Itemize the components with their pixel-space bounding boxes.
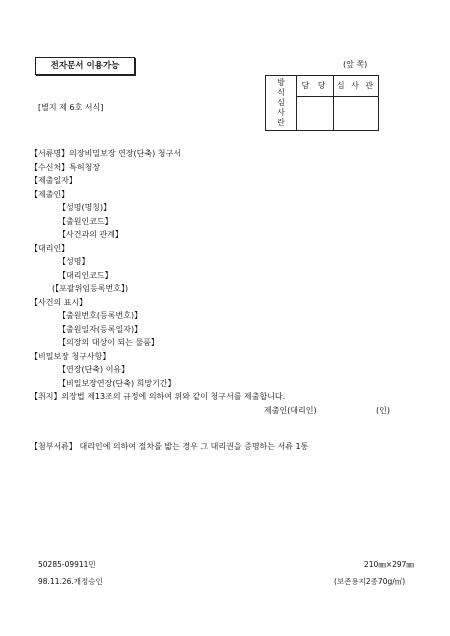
- field-desired-period: 【비밀보장연장(단축) 희망기간】: [58, 379, 176, 388]
- electronic-document-badge: 전자문서 이용가능: [35, 57, 135, 75]
- signature-label: 제출인(대리인): [264, 406, 317, 415]
- field-application-number: 【출원번호(등록번호)】: [58, 311, 143, 320]
- approval-staff-stamp-cell: [297, 97, 334, 131]
- field-relation-to-case: 【사건과의 관계】: [58, 230, 123, 239]
- front-side-label: (앞 쪽): [343, 60, 368, 69]
- field-recipient: 【수신처】특허청장: [30, 163, 101, 172]
- footer-paper-type: (보존용지2종70g/㎡): [334, 577, 406, 586]
- attachment-line: 【첨부서류】 대리인에 의하여 절차를 밟는 경우 그 대리권을 증명하는 서류 1통: [30, 442, 309, 451]
- field-submitter-name: 【성명(명칭)】: [58, 203, 112, 212]
- approval-side-label: 방식심사란: [266, 76, 297, 131]
- field-agent: 【대리인】: [30, 244, 70, 253]
- field-design-article: 【의장의 대상이 되는 물품】: [58, 338, 159, 347]
- approval-col-staff: 담 당: [297, 76, 334, 97]
- field-submitter: 【제출인】: [30, 190, 70, 199]
- approval-col-examiner: 심 사 관: [334, 76, 379, 97]
- field-applicant-code: 【출원인코드】: [58, 217, 113, 226]
- footer-approval-date: 98.11.26.개정승인: [38, 577, 103, 586]
- field-secrecy-request: 【비밀보장 청구사항】: [30, 352, 111, 361]
- approval-examiner-stamp-cell: [334, 97, 379, 131]
- field-extension-reason: 【연장(단축) 이유】: [58, 365, 130, 374]
- approval-box: [265, 75, 379, 131]
- field-purpose: 【취지】의장법 제13조의 규정에 의하여 위와 같이 청구서를 제출합니다.: [30, 392, 286, 401]
- field-agent-code: 【대리인코드】: [58, 271, 113, 280]
- field-agent-name: 【성명】: [58, 257, 90, 266]
- footer-paper-size: 210㎜×297㎜: [364, 560, 414, 569]
- form-number: [별지 제 6호 서식]: [38, 103, 104, 112]
- signature-seal: (인): [376, 406, 390, 415]
- footer-form-code: 50285-09911민: [38, 560, 96, 569]
- field-application-date: 【출원일자(등록일자)】: [58, 325, 143, 334]
- field-document-name: 【서류명】의장비밀보장 연장(단축) 청구서: [30, 149, 181, 158]
- field-general-power-number: (【포괄위임등록번호】): [52, 284, 129, 293]
- field-submission-date: 【제출일자】: [30, 176, 77, 185]
- field-case-indication: 【사건의 표시】: [30, 298, 88, 307]
